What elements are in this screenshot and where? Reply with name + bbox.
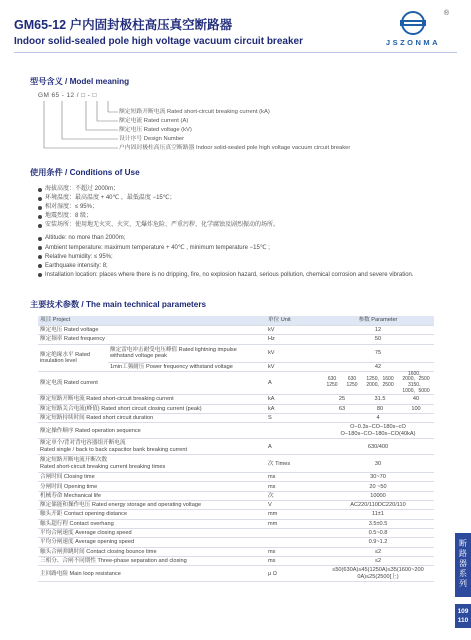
condition-item: 安装场所：使用地无火灾、火灾、无爆炸危险、严重污秽、化学腐蚀及剧烈振动的场所。: [38, 221, 458, 230]
row-unit: 次 Times: [262, 455, 322, 473]
row-label: 额定储能和操作电压 Rated energy storage and operating voltage: [38, 501, 262, 510]
row-value: ≤2: [322, 556, 434, 565]
table-row: [38, 413, 434, 422]
table-row: [38, 519, 434, 528]
row-unit: A: [262, 439, 322, 455]
row-label-line: Rated single / back to back capacitor bank breaking current: [40, 446, 188, 453]
table-row: [38, 566, 434, 582]
row-value: 12: [322, 326, 434, 335]
row-label: 触头超行程 Contact overhang: [38, 519, 262, 528]
row-unit: 次: [262, 491, 322, 500]
row-value: 63: [322, 404, 362, 413]
row-label: 平均合闸速度 Average closing speed: [38, 528, 262, 537]
header-divider: [14, 52, 457, 53]
condition-item: Relative humidity: ≤ 95%;: [38, 253, 458, 262]
row-value: 11±1: [322, 510, 434, 519]
table-row: [38, 335, 434, 344]
row-unit: mm: [262, 510, 322, 519]
row-label: 额定绝缘水平 Rated insulation level: [38, 344, 108, 371]
row-unit: ms: [262, 556, 322, 565]
row-unit: kA: [262, 404, 322, 413]
row-value: 630 1250: [342, 371, 362, 394]
model-meaning-title: 型号含义 / Model meaning: [30, 77, 130, 86]
row-label: [38, 455, 262, 473]
row-value: 42: [322, 362, 434, 371]
brand-logo: [377, 10, 449, 58]
row-value: 75: [322, 344, 434, 362]
row-label: 触头合闸弹跳时间 Contact closing bounce time: [38, 547, 262, 556]
row-label: 平均分闸速度 Average opening speed: [38, 538, 262, 547]
page-number: 109: [457, 608, 469, 615]
row-value: [322, 423, 434, 439]
model-item: 额定短路开断电流 Rated short-circuit breaking current (kA): [119, 108, 270, 115]
row-unit: ms: [262, 547, 322, 556]
row-value: 1250、1600 2000、2500: [362, 371, 398, 394]
row-sublabel: 额定雷电冲击耐受电压峰值 Rated lightning impulse withstand voltage peak: [108, 344, 262, 362]
table-row: [38, 556, 434, 565]
page-title: GM65-12 户内固封极柱高压真空断路器: [14, 18, 233, 32]
condition-item: 环境温度：最高温度 + 40℃ ，最低温度 −15℃；: [38, 194, 458, 203]
conditions-title: 使用条件 / Conditions of Use: [30, 168, 140, 177]
row-value: 1600、2000、2500 3150、1000、5000: [398, 371, 434, 394]
row-label: 机械寿命 Mechanical life: [38, 491, 262, 500]
model-item: 户内固封极柱高压真空断路器 Indoor solid-sealed pole high voltage vacuum circuit breaker: [119, 144, 351, 151]
condition-item: Altitude: no more than 2000m;: [38, 234, 458, 243]
condition-item: Ambient temperature: maximum temperature + 40℃ , minimum temperature −15℃ ;: [38, 244, 458, 253]
row-unit: μ Ω: [262, 566, 322, 582]
row-value: 0.5~0.8: [322, 528, 434, 537]
row-unit: kV: [262, 362, 322, 371]
header-project: 项目 Project: [38, 316, 262, 326]
row-value: 30: [322, 455, 434, 473]
table-row: [38, 395, 434, 404]
model-item: 设计序号 Design Number: [119, 135, 185, 142]
page-subtitle: Indoor solid-sealed pole high voltage vacuum circuit breaker: [14, 36, 303, 47]
row-value: ≤2: [322, 547, 434, 556]
row-label: 额定短路开断电流 Rated short-circuit breaking current: [38, 395, 262, 404]
row-label: 合闸时间 Closing time: [38, 473, 262, 482]
conditions-list: [38, 185, 458, 280]
row-unit: kV: [262, 344, 322, 362]
condition-item: 海拔高度：不超过 2000m；: [38, 185, 458, 194]
row-unit: A: [262, 371, 322, 394]
parameters-table: [38, 316, 434, 582]
row-label: 主回路电阻 Main loop resistance: [38, 566, 262, 582]
brand-name: JSZONMA: [385, 38, 441, 47]
row-value-line: O−180s−CO−180s−CO(40kA): [340, 430, 416, 437]
row-value: 0.9~1.2: [322, 538, 434, 547]
side-tab-char: 系: [459, 569, 467, 578]
table-row: [38, 510, 434, 519]
table-row: [38, 491, 434, 500]
model-meaning-diagram: [38, 92, 398, 154]
page-number-tab: [455, 604, 471, 628]
row-label: 触头开距 Contact opening distance: [38, 510, 262, 519]
table-row: [38, 473, 434, 482]
row-unit: kA: [262, 395, 322, 404]
table-row: [38, 344, 434, 362]
row-unit: [262, 538, 322, 547]
row-sublabel: 1min工频耐压 Power frequency withstand voltage: [108, 362, 262, 371]
row-unit: V: [262, 501, 322, 510]
row-value: 30~70: [322, 473, 434, 482]
row-value: 31.5: [362, 395, 398, 404]
row-value: AC220/110DC220/110: [322, 501, 434, 510]
row-unit: kV: [262, 326, 322, 335]
header: [14, 18, 394, 48]
row-label: 额定短路持续时间 Rated short circuit duration: [38, 413, 262, 422]
row-value: 25: [322, 395, 362, 404]
model-item: 额定电流 Rated current (A): [119, 117, 189, 124]
condition-item: 地震烈度：8 级；: [38, 212, 458, 221]
side-tab-char: 列: [459, 579, 467, 588]
row-label-line: 额定短路开断电流开断次数: [40, 457, 108, 464]
table-header-row: [38, 316, 434, 326]
row-label: [38, 439, 262, 455]
header-parameter: 参数 Parameter: [322, 316, 434, 326]
model-item: 额定电压 Rated voltage (kV): [119, 126, 192, 133]
row-value: 630 1250: [322, 371, 342, 394]
table-row: [38, 482, 434, 491]
row-value: 630/400: [322, 439, 434, 455]
table-row: [38, 501, 434, 510]
row-value: 80: [362, 404, 398, 413]
side-tab-char: 断: [459, 539, 467, 548]
row-value-line: ≤50(630A)≤45(1250A)≤35(1600~200: [332, 567, 424, 574]
row-unit: S: [262, 413, 322, 422]
header-unit: 单位 Unit: [262, 316, 322, 326]
row-value-line: O−0.3s−CO−180s−cO: [350, 424, 406, 431]
row-value: 10000: [322, 491, 434, 500]
row-label: 三相分、合闸不同期性 Three-phase separation and closing: [38, 556, 262, 565]
table-row: [38, 404, 434, 413]
condition-item: Installation location: places where there is no dripping, fire, no explosion hazard, serious pollution, chemical corrosion and severe vibration.: [38, 271, 458, 280]
table-row: [38, 528, 434, 537]
row-label: 额定短路关合电流(峰值) Rated short circuit closing current (peak): [38, 404, 262, 413]
row-unit: ms: [262, 473, 322, 482]
page-number: 110: [457, 617, 469, 624]
condition-item: Earthquake intensity: 8;: [38, 262, 458, 271]
parameters-title: 主要技术参数 / The main technical parameters: [30, 300, 207, 309]
model-bracket-lines: [38, 92, 123, 154]
table-row: [38, 538, 434, 547]
table-row: [38, 423, 434, 439]
condition-item: 相对湿度：≤ 95%；: [38, 203, 458, 212]
row-unit: Hz: [262, 335, 322, 344]
row-value: 50: [322, 335, 434, 344]
row-value-line: 0A)≤25(2500[上): [357, 573, 399, 580]
side-tab-char: 路: [459, 549, 467, 558]
row-value: 4: [322, 413, 434, 422]
category-side-tab: [455, 533, 471, 597]
row-value: 3.5±0.5: [322, 519, 434, 528]
row-label-line: Rated short-circuit breaking current breaking times: [40, 463, 166, 470]
row-value: 100: [398, 404, 434, 413]
row-unit: ms: [262, 482, 322, 491]
model-code: GM 65 - 12 / □ - □: [38, 92, 97, 99]
table-row: [38, 439, 434, 455]
table-row: [38, 455, 434, 473]
row-unit: [262, 423, 322, 439]
row-unit: mm: [262, 519, 322, 528]
row-label: 额定电流 Rated current: [38, 371, 262, 394]
jszonma-logo-icon: [392, 10, 434, 36]
row-label: 额定电压 Rated voltage: [38, 326, 262, 335]
row-unit: [262, 528, 322, 537]
side-tab-char: 器: [459, 559, 467, 568]
registered-mark: ®: [443, 10, 449, 17]
row-label: 分闸时间 Opening time: [38, 482, 262, 491]
row-value: 40: [398, 395, 434, 404]
row-label-line: 额定单个/背对背电容器组开断电流: [40, 440, 126, 447]
row-label: 额定操作顺序 Rated operation sequence: [38, 423, 262, 439]
table-row: [38, 547, 434, 556]
table-row: [38, 371, 434, 394]
table-row: [38, 326, 434, 335]
row-label: 额定频率 Rated frequency: [38, 335, 262, 344]
row-value: 20 ~50: [322, 482, 434, 491]
row-value: [322, 566, 434, 582]
